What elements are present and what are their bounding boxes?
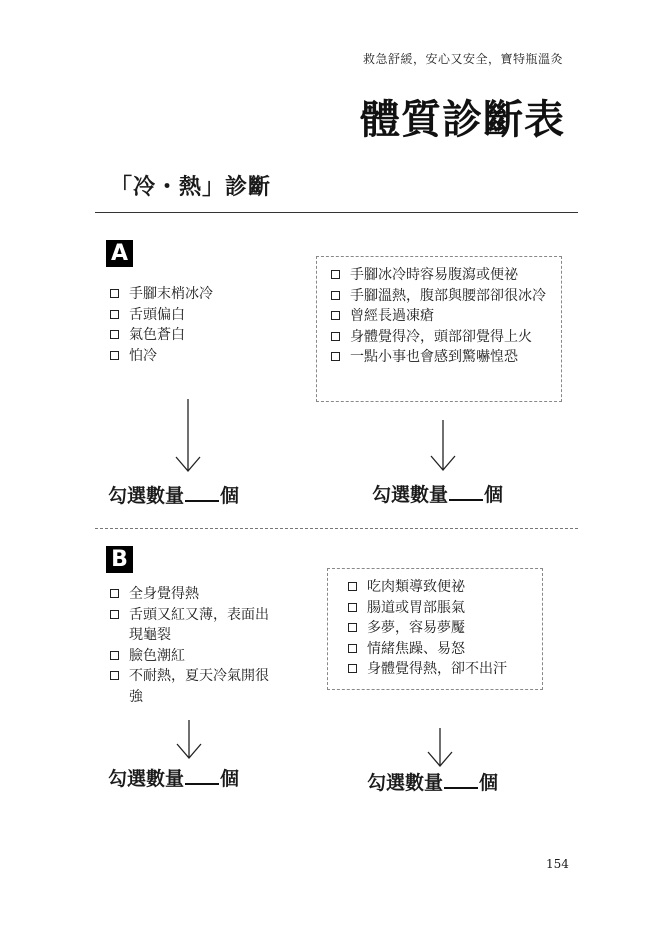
checkbox-icon[interactable] (331, 291, 340, 300)
page-number: 154 (546, 857, 569, 871)
group-a-right-box (316, 256, 562, 402)
group-a-tally-left: 勾選數量 個 (108, 485, 240, 507)
checklist-item[interactable]: 舌頭偏白 (110, 305, 260, 326)
arrow-down-icon (174, 720, 204, 760)
checklist-item[interactable]: 怕冷 (110, 346, 260, 367)
checkbox-icon[interactable] (331, 311, 340, 320)
group-b-left-list (110, 584, 276, 707)
group-a-right-list (331, 265, 553, 368)
checkbox-icon[interactable] (110, 289, 119, 298)
checklist-item[interactable]: 手腳冰冷時容易腹瀉或便祕 (331, 265, 553, 286)
arrow-down-icon (173, 399, 203, 473)
arrow-down-icon (428, 420, 458, 472)
checklist-item[interactable]: 情緒焦躁、易怒 (348, 639, 538, 660)
checklist-item[interactable]: 身體覺得冷，頭部卻覺得上火 (331, 327, 553, 348)
group-b-tally-left: 勾選數量 個 (108, 768, 240, 790)
checklist-item[interactable]: 舌頭又紅又薄，表面出現龜裂 (110, 605, 276, 646)
checkbox-icon[interactable] (331, 332, 340, 341)
checklist-item[interactable]: 曾經長過凍瘡 (331, 306, 553, 327)
checklist-item[interactable]: 一點小事也會感到驚嚇惶恐 (331, 347, 553, 368)
group-b-tally-right: 勾選數量 個 (367, 772, 499, 794)
checklist-item[interactable]: 身體覺得熱，卻不出汗 (348, 659, 538, 680)
tally-blank[interactable] (444, 772, 478, 789)
divider-solid (95, 212, 578, 213)
checkbox-icon[interactable] (110, 610, 119, 619)
checkbox-icon[interactable] (110, 589, 119, 598)
checklist-item[interactable]: 手腳溫熱，腹部與腰部卻很冰冷 (331, 286, 553, 307)
checklist-item[interactable]: 不耐熱，夏天冷氣開很強 (110, 666, 276, 707)
checklist-item[interactable]: 臉色潮紅 (110, 646, 276, 667)
checklist-item[interactable]: 手腳末梢冰冷 (110, 284, 260, 305)
checkbox-icon[interactable] (348, 644, 357, 653)
checkbox-icon[interactable] (110, 671, 119, 680)
checklist-item[interactable]: 吃肉類導致便祕 (348, 577, 538, 598)
tally-blank[interactable] (185, 768, 219, 785)
group-b-right-list (348, 577, 538, 680)
group-a-badge: A (106, 240, 133, 267)
checklist-item[interactable]: 氣色蒼白 (110, 325, 260, 346)
checkbox-icon[interactable] (331, 270, 340, 279)
checkbox-icon[interactable] (110, 651, 119, 660)
arrow-down-icon (425, 728, 455, 768)
checkbox-icon[interactable] (348, 664, 357, 673)
header-tagline: 救急舒緩，安心又安全，寶特瓶溫灸 (362, 52, 563, 66)
checklist-item[interactable]: 腸道或胃部脹氣 (348, 598, 538, 619)
section-heading: 「冷・熱」診斷 (110, 175, 272, 200)
checkbox-icon[interactable] (110, 330, 119, 339)
tally-blank[interactable] (185, 485, 219, 502)
checkbox-icon[interactable] (331, 352, 340, 361)
checkbox-icon[interactable] (110, 310, 119, 319)
group-b-badge: B (106, 546, 133, 573)
tally-blank[interactable] (449, 484, 483, 501)
group-b-right-box (327, 568, 543, 690)
group-a-tally-right: 勾選數量 個 (372, 484, 504, 506)
page-title: 體質診斷表 (360, 97, 565, 143)
checkbox-icon[interactable] (348, 623, 357, 632)
group-a-left-list (110, 284, 260, 366)
checklist-item[interactable]: 多夢，容易夢魘 (348, 618, 538, 639)
checkbox-icon[interactable] (348, 582, 357, 591)
checkbox-icon[interactable] (110, 351, 119, 360)
checkbox-icon[interactable] (348, 603, 357, 612)
checklist-item[interactable]: 全身覺得熱 (110, 584, 276, 605)
divider-dashed (95, 528, 578, 529)
